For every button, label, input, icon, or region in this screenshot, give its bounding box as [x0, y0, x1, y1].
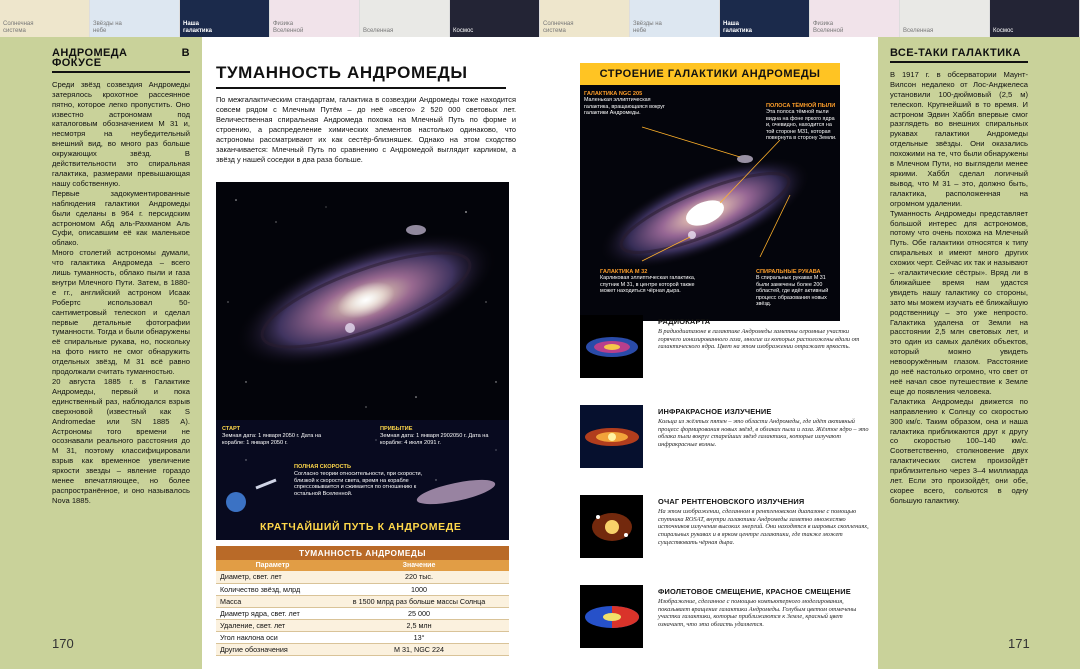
- section-doppler: [658, 587, 870, 629]
- section-xray: [658, 497, 870, 547]
- nav-tab-label: Физика Вселенной: [273, 21, 304, 34]
- right-page: [540, 37, 1080, 669]
- table-cell: М 31, NGC 224: [329, 643, 509, 655]
- column-header-param: Параметр: [216, 560, 329, 571]
- table-cell: Угол наклона оси: [216, 631, 329, 643]
- table-cell: 220 тыс.: [329, 571, 509, 583]
- table-row: [216, 583, 509, 595]
- sidebar-paragraph: 20 августа 1885 г. в Галактике Андромеды, первый и пока единственный раз, наблюдался взрыв сверхновой (известный как S Andromedae или SN 1885 A). Астрономы того времени не осознавали реального расстояния до М 31, поэтому классифицировали взрыв как временное увеличение яркости звезды – явление гораздо менее впечатляющее, но более распространённое, и оно называлось Nova 1885.: [52, 377, 190, 505]
- table-cell: 1000: [329, 583, 509, 595]
- satellite-icon: [515, 0, 539, 37]
- nav-tab-label: Наша галактика: [723, 21, 752, 34]
- section-title: ОЧАГ РЕНТГЕНОВСКОГО ИЗЛУЧЕНИЯ: [658, 497, 805, 506]
- galaxy-icon: [785, 0, 809, 37]
- section-title: ФИОЛЕТОВОЕ СМЕЩЕНИЕ, КРАСНОЕ СМЕЩЕНИЕ: [658, 587, 851, 596]
- nav-tab-label: Наша галактика: [183, 21, 212, 34]
- label-ngc205-text: Маленькая эллиптическая галактика, вращающаяся вокруг галактики Андромеды.: [584, 97, 665, 117]
- table-cell: Количество звёзд, млрд: [216, 583, 329, 595]
- table-row: [216, 631, 509, 643]
- sun-icon: [605, 0, 629, 37]
- sidebar-still-galaxy: [890, 49, 1028, 506]
- table-title: ТУМАННОСТЬ АНДРОМЕДЫ: [216, 546, 509, 560]
- doppler-thumb: [580, 585, 643, 648]
- right-main-panel: [540, 37, 878, 669]
- sidebar-andromeda-focus: [52, 49, 190, 506]
- nav-tab-label: Солнечная система: [543, 21, 574, 34]
- nav-tab-label: Звёзды на небе: [633, 21, 662, 34]
- sidebar-paragraph: Галактика Андромеды движется по направлению к Солнцу со скоростью 300 км/с. Таким образом, она и наша галактика приближаются друг к другу со скоростью 100–140 км/с. Соответственно, столкновение двух галактических систем произойдёт приблизительно через 3–4 миллиарда лет. Если это произойдёт, они обе, скорее всего, сольются в одну большую галактику.: [890, 396, 1028, 505]
- section-title: ИНФРАКРАСНОЕ ИЗЛУЧЕНИЕ: [658, 407, 772, 416]
- galaxy-structure-diagram: [580, 63, 840, 321]
- sidebar-title: ВСЕ-ТАКИ ГАЛАКТИКА: [890, 49, 1028, 63]
- journey-arrival-text: Земная дата: 1 января 2902050 г. Дата на корабле: 4 июля 2091 г.: [380, 432, 489, 446]
- nav-tab-stars[interactable]: [90, 0, 180, 37]
- section-title: РАДИОКАРТА: [658, 317, 711, 326]
- journey-start-label: СТАРТ: [222, 426, 241, 432]
- nav-tab-stars[interactable]: [630, 0, 720, 37]
- journey-start-text: Земная дата: 1 января 2050 г. Дата на корабле: 1 января 2050 г.: [222, 432, 322, 446]
- nav-tab-label: Звёзды на небе: [93, 21, 122, 34]
- universe-icon: [965, 0, 989, 37]
- sidebar-paragraph: Туманность Андромеды представляет большой интерес для астрономов, потому что очень похожа на Млечный Путь. Обе галактики относятся к типу спиральных и имеют много других схожих черт. Сейчас их так и называют – «галактические сёстры». Вряд ли в ближайшее время нам удастся увидеть нашу галактику со стороны, зато мы можем изучать её ближайшую родственницу – это уже непросто. Галактика удалена от Земли на расстоянии 2,5 млн световых лет, и это один из самых далёких объектов, который можно увидеть невооружённым глазом. Расстояние до неё настолько огромно, что свет от неё начал свое путешествие к Земле еще до появления человека.: [890, 208, 1028, 396]
- page-number: 170: [52, 636, 74, 651]
- star-icon: [155, 0, 179, 37]
- satellite-icon: [1055, 0, 1079, 37]
- infrared-thumb: [580, 405, 643, 468]
- nav-tab-label: Солнечная система: [3, 21, 34, 34]
- section-text: В радиодиапазоне в галактике Андромеды заметны огромные участки горячего ионизированного газа, многие из которых расположены вдали от галактического ядра. Цвет на этом изображении отражает яркость.: [658, 328, 860, 351]
- nav-tab-label: Космос: [453, 27, 474, 34]
- galaxy-icon: [245, 0, 269, 37]
- label-m32-text: Карликовая эллиптическая галактика, спутник М 31, в центре которой также может находиться чёрная дыра.: [600, 275, 696, 295]
- properties-table: [216, 546, 509, 656]
- andromeda-galaxy-image: [216, 182, 509, 420]
- section-text: На этом изображении, сделанном в рентгеновском диапазоне с помощью спутника ROSAT, внутри галактики Андромеды заметно множество источников излучения высоких энергий. Они находятся в шаровых скоплениях, спиральных рукавах и в ярком центре галактики, где также может существовать чёрная дыра.: [658, 508, 869, 546]
- section-text: Кольца из жёлтых пятен – это области Андромеды, где идёт активный процесс формирования новых звёзд, в облаках пыли и газа. Жёлтое ядро – это облака пыли вокруг старейших звёзд галактики, которые излучают инфракрасные волны.: [658, 418, 869, 449]
- table-row: [216, 643, 509, 655]
- table-row: [216, 607, 509, 619]
- atom-icon: [875, 0, 899, 37]
- label-dust-text: Эта полоса тёмной пыли видна на фоне яркого ядра и, очевидно, находится на той стороне М31, которая повернута в сторону Земли.: [766, 109, 837, 142]
- table-cell: Диаметр, свет. лет: [216, 571, 329, 583]
- xray-thumb: [580, 495, 643, 558]
- sidebar-paragraph: Первые задокументированные наблюдения галактики Андромеды были сделаны в 964 г. персидским астрономом Абд аль-Рахманом Аль Суфи, описавшим её как маленькое облако.: [52, 188, 190, 248]
- label-ngc205-title: ГАЛАКТИКА NGC 205: [584, 91, 643, 97]
- star-icon: [695, 0, 719, 37]
- label-arms-text: В спиральных рукавах М 31 были замечены более 200 областей, где идёт активный процесс образования новых звёзд.: [756, 275, 829, 308]
- nav-tab-label: Вселенная: [363, 27, 394, 34]
- sidebar-title: АНДРОМЕДА В ФОКУСЕ: [52, 49, 190, 73]
- table-row: [216, 595, 509, 607]
- lead-paragraph: По межгалактическим стандартам, галактика в созвездии Андромеды тоже находится совсем рядом с Млечным Путём – до неё «всего» 2 520 000 световых лет. Величественная спиральная Андромеда похожа на Млечный Путь по форме и строению, а распределение химических элементов настолько одинаково, что астрономы рассматривают их как сестёр-близняшек. Однако на этом сходство заканчивается: Млечный Путь по сравнению с Андромедой выглядит карликом, а звёзд у нашей соседки в два раза больше.: [216, 95, 516, 164]
- nav-tab-solar-system[interactable]: [540, 0, 630, 37]
- page-title: ТУМАННОСТЬ АНДРОМЕДЫ: [216, 63, 506, 89]
- andromeda-photo: [216, 182, 509, 420]
- journey-title: КРАТЧАЙШИЙ ПУТЬ К АНДРОМЕДЕ: [260, 521, 462, 533]
- sidebar-paragraph: Много столетий астрономы думали, что галактика Андромеда – всего лишь туманность, облако пыли и газа внутри Млечного Пути. Затем, в 1880-е гг., английский астроном Исаак Робертс использовал 50-сантиметровый телескоп и сделал первые детальные фотографии туманности. Тогда и были обнаружены её спиральные рукава, но, поскольку на фото никто не смог обнаружить отдельных звёзд, М 31 всё равно продолжали считать туманностью.: [52, 248, 190, 377]
- sidebar-paragraph: Среди звёзд созвездия Андромеды затерялось крохотное рассеянное пятно, которое легко пропустить. Оно известно астрономам под каталоговым обозначением М 31 и, несмотря на неубедительный внешний вид, во много раз больше окружающих звёзд. В действительности это спиральная галактика, размерами превышающая нашу собственную.: [52, 79, 190, 188]
- table-cell: Другие обозначения: [216, 643, 329, 655]
- table-cell: Масса: [216, 595, 329, 607]
- section-radio: [658, 317, 870, 351]
- section-infrared: [658, 407, 870, 449]
- structure-title: СТРОЕНИЕ ГАЛАКТИКИ АНДРОМЕДЫ: [580, 63, 840, 85]
- journey-arrival-label: ПРИБЫТИЕ: [380, 426, 413, 432]
- table-row: [216, 619, 509, 631]
- nav-tab-label: Физика Вселенной: [813, 21, 844, 34]
- radio-map-thumb: [580, 315, 643, 378]
- nav-tab-label: Космос: [993, 27, 1014, 34]
- nav-tab-solar-system[interactable]: [0, 0, 90, 37]
- label-dust-title: ПОЛОСА ТЁМНОЙ ПЫЛИ: [766, 103, 836, 109]
- nav-tab-space[interactable]: [450, 0, 540, 37]
- label-m32-title: ГАЛАКТИКА М 32: [600, 269, 648, 275]
- nav-tab-our-galaxy[interactable]: [720, 0, 810, 37]
- label-arms-title: СПИРАЛЬНЫЕ РУКАВА: [756, 269, 821, 275]
- nav-tab-our-galaxy[interactable]: [180, 0, 270, 37]
- nav-tab-physics[interactable]: [270, 0, 360, 37]
- sidebar-paragraph: В 1917 г. в обсерватории Маунт-Вилсон недалеко от Лос-Анджелеса установили 100-дюймовый (2,5 м) телескоп. Крупнейший в то время. И астроном Эдвин Хаббл впервые смог разглядеть во внешних спиральных рукавах галактики Андромеды отдельные звёзды. Они оказались похожими на те, что были обнаружены в Млечном Пути, но выглядели менее яркими. Хаббл сделал логичный вывод, что М 31 – это, должно быть, галактика, расположенная на огромном удалении.: [890, 69, 1028, 208]
- table-cell: в 1500 млрд раз больше массы Солнца: [329, 595, 509, 607]
- doppler-shift-image: [580, 585, 643, 648]
- left-page: [0, 37, 540, 669]
- main-panel: [202, 37, 540, 669]
- nav-tab-space[interactable]: [990, 0, 1080, 37]
- nav-tab-universe[interactable]: [360, 0, 450, 37]
- table-cell: Удаление, свет. лет: [216, 619, 329, 631]
- universe-icon: [425, 0, 449, 37]
- radio-map-image: [580, 315, 643, 378]
- journey-infographic: [216, 420, 509, 540]
- table-cell: 2,5 млн: [329, 619, 509, 631]
- nav-tab-label: Вселенная: [903, 27, 934, 34]
- table-cell: 13°: [329, 631, 509, 643]
- atom-icon: [335, 0, 359, 37]
- nav-tab-universe[interactable]: [900, 0, 990, 37]
- page-number: 171: [1008, 636, 1030, 651]
- spectral-sections: [580, 315, 874, 655]
- xray-image: [580, 495, 643, 558]
- section-text: Изображение, сделанное с помощью компьютерного моделирования, показывает вращение галактики Андромеды. Голубым цветом отмечены участки галактики, которые приближаются к Земле, красный цвет означает, что эта область удаляется.: [658, 598, 857, 629]
- journey-speed-label: ПОЛНАЯ СКОРОСТЬ: [294, 464, 351, 470]
- section-nav-bar: [0, 0, 1080, 37]
- infrared-image: [580, 405, 643, 468]
- journey-speed-text: Согласно теории относительности, при скорости, близкой к скорости света, время на корабле спрессовывается и сжимается по отношению к остальной Вселенной.: [294, 470, 423, 498]
- sun-icon: [65, 0, 89, 37]
- column-header-value: Значение: [329, 560, 509, 571]
- table-cell: 25 000: [329, 607, 509, 619]
- table-row: [216, 571, 509, 583]
- nav-tab-physics[interactable]: [810, 0, 900, 37]
- table-cell: Диаметр ядра, свет. лет: [216, 607, 329, 619]
